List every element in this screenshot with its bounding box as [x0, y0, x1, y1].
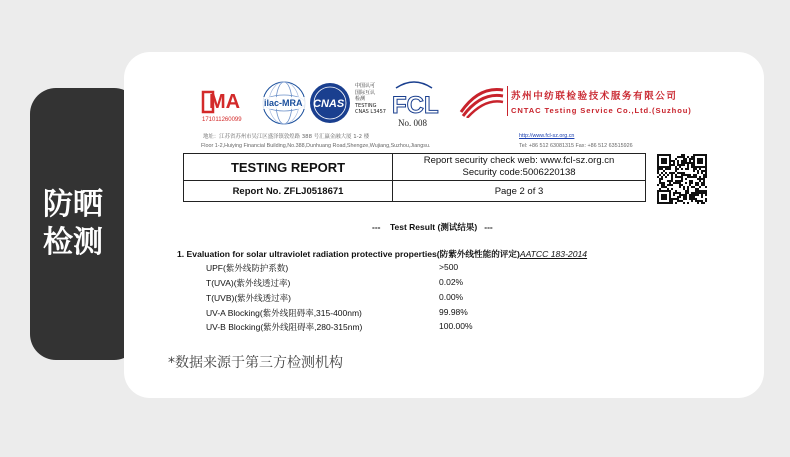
security-check-web: Report security check web: www.fcl-sz.org.cn	[423, 155, 615, 166]
footnote: *数据来源于第三方检测机构	[168, 355, 343, 371]
section-standard: AATCC 183-2014	[519, 249, 588, 259]
cma-code: 171011260099	[202, 117, 242, 123]
security-cell	[393, 154, 646, 181]
cma-text: MA	[209, 91, 241, 113]
result-header	[372, 221, 493, 233]
fcl-logo	[388, 78, 440, 128]
address-tel: Tel: +86 512 63081315 Fax: +86 512 63515926	[519, 143, 633, 149]
section-title	[177, 248, 587, 260]
address-en: Floor 1-2,Huiying Financial Building,No.388,Dunhuang Road,Shengze,Wujiang,Suzhou,Jiangsu.	[201, 143, 431, 149]
cnas-info-line2: 国际互认	[355, 89, 376, 96]
side-label-line2: 检测	[43, 225, 103, 260]
side-label	[30, 186, 116, 262]
result-dashes-left: ---	[372, 222, 381, 232]
result-row-tuva-label: T(UVA)(紫外线透过率)	[206, 278, 291, 288]
result-row-tuva-value: 0.02%	[439, 277, 464, 287]
cnas-info-line3: 检测	[355, 96, 366, 103]
result-row-tuvb-label: T(UVB)(紫外线透过率)	[206, 293, 291, 303]
cnas-info-line5: CNAS L3457	[355, 109, 386, 116]
address-url: http://www.fcl-sz.org.cn	[519, 133, 575, 139]
report-header-table	[183, 153, 646, 202]
report-page: Page 2 of 3	[393, 181, 646, 202]
fcl-number: No. 008	[398, 118, 427, 128]
ilac-mra-logo	[261, 80, 307, 126]
result-row-uva-label: UV-A Blocking(紫外线阻碍率,315-400nm)	[206, 308, 362, 318]
report-title: TESTING REPORT	[184, 154, 393, 181]
cnas-info-line1: 中国认可	[355, 83, 376, 89]
section-title-text: 1. Evaluation for solar ultraviolet radiation protective properties(防紫外线性能的评定)	[177, 249, 520, 259]
security-code: Security code:5006220138	[462, 167, 576, 178]
qr-code	[657, 154, 707, 204]
result-dashes-right: ---	[484, 222, 493, 232]
result-row-upf-label: UPF(紫外线防护系数)	[206, 263, 289, 273]
address-cn: 地址：江苏省苏州市吴江区盛泽镇敦煌路 388 号汇赢金融大厦 1-2 楼	[203, 134, 370, 140]
result-row-uvb-value: 100.00%	[439, 321, 473, 331]
cnas-text: CNAS	[313, 98, 345, 110]
result-row-upf-value: >500	[439, 262, 459, 272]
report-number: Report No. ZFLJ0518671	[184, 181, 393, 202]
cnas-logo	[309, 80, 351, 126]
company-name-en: CNTAC Testing Service Co.,Ltd.(Suzhou)	[511, 106, 692, 115]
cma-logo	[199, 84, 255, 124]
ilac-text: ilac-MRA	[264, 98, 303, 108]
result-header-text: Test Result (测试结果)	[389, 222, 478, 232]
result-row-uva-value: 99.98%	[439, 307, 468, 317]
cnas-info-line4: TESTING	[355, 102, 377, 109]
company-name-cn: 苏州中纺联检验技术服务有限公司	[511, 91, 678, 102]
report-header-row1	[184, 154, 646, 181]
cnas-info	[355, 83, 386, 116]
side-label-line1: 防晒	[43, 187, 103, 222]
report-header-row2	[184, 181, 646, 202]
result-row-uvb-label: UV-B Blocking(紫外线阻碍率,280-315nm)	[206, 322, 363, 332]
result-row-tuvb-value: 0.00%	[439, 292, 464, 302]
fcl-text: FCL	[392, 92, 439, 119]
cntac-divider	[507, 86, 508, 116]
cntac-emblem	[459, 84, 505, 118]
